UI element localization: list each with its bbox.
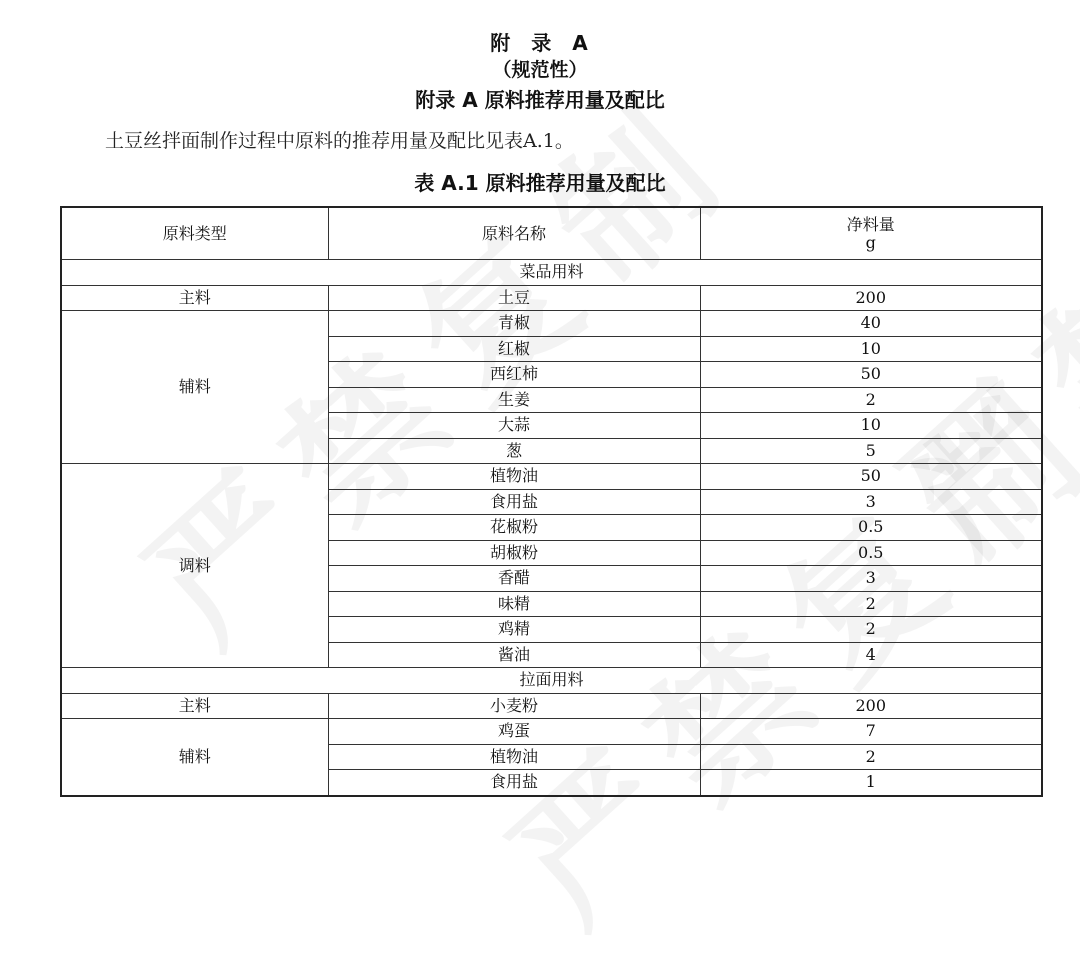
table-row — [61, 464, 1042, 490]
net-amount-cell: 2 — [700, 744, 1042, 770]
material-name-cell: 生姜 — [328, 387, 700, 413]
material-type-cell: 主料 — [61, 285, 328, 311]
section-title: 拉面用料 — [61, 668, 1042, 694]
table-row — [61, 719, 1042, 745]
material-name-cell: 红椒 — [328, 336, 700, 362]
appendix-nature: （规范性） — [492, 59, 588, 81]
section-title: 菜品用料 — [61, 260, 1042, 286]
net-amount-cell: 2 — [700, 591, 1042, 617]
material-name-cell: 胡椒粉 — [328, 540, 700, 566]
material-name-cell: 香醋 — [328, 566, 700, 592]
appendix-title: 附 录 A — [490, 31, 590, 55]
intro-paragraph: 土豆丝拌面制作过程中原料的推荐用量及配比见表A.1。 — [105, 130, 574, 152]
net-amount-cell: 7 — [700, 719, 1042, 745]
material-type-cell: 辅料 — [61, 719, 328, 796]
section-row — [61, 668, 1042, 694]
header-net-amount-unit: g — [865, 232, 876, 252]
material-name-cell: 食用盐 — [328, 489, 700, 515]
net-amount-cell: 3 — [700, 566, 1042, 592]
net-amount-cell: 4 — [700, 642, 1042, 668]
material-type-cell: 辅料 — [61, 311, 328, 464]
section-row — [61, 260, 1042, 286]
net-amount-cell: 2 — [700, 387, 1042, 413]
material-name-cell: 酱油 — [328, 642, 700, 668]
table-caption: 表 A.1 原料推荐用量及配比 — [414, 171, 666, 195]
net-amount-cell: 5 — [700, 438, 1042, 464]
header-material-name: 原料名称 — [328, 207, 700, 260]
net-amount-cell: 200 — [700, 285, 1042, 311]
net-amount-cell: 1 — [700, 770, 1042, 796]
material-name-cell: 西红柿 — [328, 362, 700, 388]
table-row — [61, 285, 1042, 311]
net-amount-cell: 2 — [700, 617, 1042, 643]
header-material-type: 原料类型 — [61, 207, 328, 260]
net-amount-cell: 0.5 — [700, 540, 1042, 566]
material-name-cell: 青椒 — [328, 311, 700, 337]
material-name-cell: 土豆 — [328, 285, 700, 311]
table-body — [61, 260, 1042, 796]
material-name-cell: 植物油 — [328, 464, 700, 490]
material-name-cell: 味精 — [328, 591, 700, 617]
appendix-subtitle: 附录 A 原料推荐用量及配比 — [415, 88, 665, 112]
material-name-cell: 小麦粉 — [328, 693, 700, 719]
material-name-cell: 鸡精 — [328, 617, 700, 643]
header-net-amount-label: 净料量 — [846, 214, 895, 234]
net-amount-cell: 40 — [700, 311, 1042, 337]
table-row — [61, 693, 1042, 719]
net-amount-cell: 200 — [700, 693, 1042, 719]
table-row — [61, 311, 1042, 337]
net-amount-cell: 10 — [700, 336, 1042, 362]
net-amount-cell: 50 — [700, 464, 1042, 490]
material-name-cell: 葱 — [328, 438, 700, 464]
table-header-row — [61, 207, 1042, 260]
material-name-cell: 植物油 — [328, 744, 700, 770]
material-name-cell: 花椒粉 — [328, 515, 700, 541]
material-type-cell: 调料 — [61, 464, 328, 668]
header-net-amount — [700, 207, 1042, 260]
net-amount-cell: 0.5 — [700, 515, 1042, 541]
ingredient-table — [60, 206, 1043, 797]
material-name-cell: 鸡蛋 — [328, 719, 700, 745]
net-amount-cell: 3 — [700, 489, 1042, 515]
material-name-cell: 大蒜 — [328, 413, 700, 439]
material-name-cell: 食用盐 — [328, 770, 700, 796]
net-amount-cell: 10 — [700, 413, 1042, 439]
material-type-cell: 主料 — [61, 693, 328, 719]
net-amount-cell: 50 — [700, 362, 1042, 388]
